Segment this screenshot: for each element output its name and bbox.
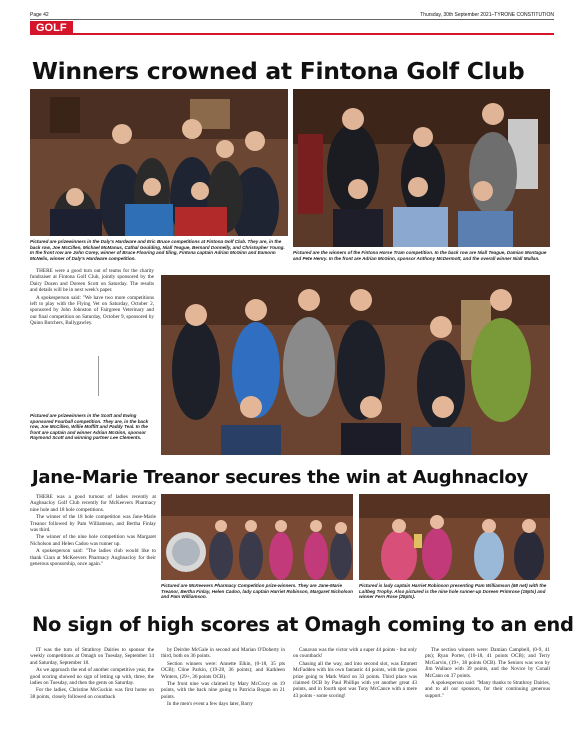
caption-dalys-hardware: Pictured are prizewinners in the Daly's Hardware and Eric Bruce competitions at Fintona Golf Club. They are, in the back row, Joe McCillen, Michael McManus, Cathal Goulding, Niall Teague, Bernard Donnelly, and Christopher Young. In the front row are John Corey, winner of Bruce Flooring and tiling, Fintona captain Adrian McGinn and Eamonn McNelis, winner of Daly's Hardware competition. [30,239,285,261]
article3-paragraph: The front nine was claimed by Mary McCrory on 19 points, with the back nine going to Patricia Bogan on 21 points. [161,681,285,700]
caption-laitbeg: Pictured is lady captain Harriet Robinson presenting Pam Williamson (68 net) with the Laitbeg Trophy. Also pictured is the nine hole runner-up Doreen Primrose (19pts) and winner Fern Rose (25pts). [359,583,547,600]
photo-dalys-hardware-winners [30,89,288,236]
article3-paragraph: IT was the turn of Strathroy Dairies to sponsor the weekly competitions at Omagh on Tuesday, September 14 and Saturday, September 18. [30,647,154,666]
page-masthead [30,12,554,20]
paper-date: Thursday, 30th September 2021–TYRONE CONSTITUTION [420,12,554,18]
article2-headline: Jane-Marie Treanor secures the win at Aughnacloy [32,467,528,488]
column-divider [98,356,99,396]
article3-col3 [293,647,417,700]
caption-mckeevers: Pictured are McKeevers Pharmacy Competition prize-winners. They are Jane-Marie Treanor, Bertha Finlay, Helen Cadoo, lady captain Harriet Robinson, Margaret Nicholson and Pam Williamson. [161,583,353,600]
caption-fourball: Pictured are prizewinners in the Scott and Ewing sponsored Fourball competition. They are, in the back row, Joe McCillen, Willie Moffitt and Paddy Teal. In the front are captain and winner Adrian McGinn, sponsor Raymond Scott and winning partner Lee Clements. [30,413,149,441]
article2-body [30,494,156,568]
article2-paragraph: THERE was a good turnout of ladies recently at Aughnacloy Golf Club recently for McKeevers Pharmacy nine hole and 18 hole competitions. [30,494,156,513]
article1-body [30,268,154,328]
article2-paragraph: The winner of the nine hole competition was Margaret Nicholson and Helen Cadoo was runner up. [30,534,156,547]
article3-paragraph: A spokesperson said: "Many thanks to Strathroy Dairies, and to all our sponsors, for their continuing generous support." [425,680,550,699]
article3-paragraph: The section winners were: Damian Campbell, (0-9, 41 pts); Ryan Porter, (10-18, 41 points OCB); and Terry McGarvin, (19+, 38 points OCB). The Seniors was won by Jim Wallace with 39 points, and the Novice by Conall McCann on 37 points. [425,647,550,679]
article2-paragraph: The winner of the 18 hole competition was Jane-Marie Treanor followed by Pam Williamson, and Bertha Finlay was third. [30,514,156,534]
article3-col2 [161,647,285,709]
article1-headline: Winners crowned at Fintona Golf Club [32,57,525,85]
article3-paragraph: For the ladies, Christine McGuckin was first home on 38 points, closely followed on countback [30,687,154,700]
photo-laitbeg-trophy [359,494,550,580]
article3-paragraph: Canavan was the victor with a super 44 points - but only on countback! [293,647,417,660]
article3-col4 [425,647,550,700]
photo-mckeevers-winners [161,494,353,580]
article3-paragraph: by Deirdre McGale in second and Marian O'Doherty in third, both on 36 points. [161,647,285,660]
article3-paragraph: Chasing all the way, and into second slot, was Emmett McFadden with his own fantastic 44 points, with the gross prize going to Mark Ward on 33 points. Third place was claimed OCB by Paul Phillips with yet another great 43 points, and in fourth spot was Tony McCance with a mere 43 points - some scoring! [293,660,417,699]
section-bar [30,21,554,35]
article3-paragraph: As we approach the end of another competitive year, the good scoring showed no sign of letting up with, three, the ladies on Tuesday, and then the gents on Saturday. [30,667,154,687]
article2-paragraph: A spokesperson said: "The ladies club would like to thank Ciara at McKeevers Pharmacy Aughnacloy for their generous sponsorship, once again." [30,548,156,568]
article3-col1 [30,647,154,701]
page-number: Page 42 [30,12,49,18]
article3-paragraph: Section winners were: Annette Elkin, (0-18, 35 pts OCB); Cline Parkin, (19-28, 36 points); and Kathleen Winters, (29+, 36 points OCB). [161,660,285,680]
section-label: GOLF [30,21,73,35]
photo-fourball-winners [161,275,550,455]
article3-headline: No sign of high scores at Omagh coming to an end [32,613,574,636]
caption-horse-tram: Pictured are the winners of the Fintona Horse Tram competition. In the back row are Niall Teague, Damian Montague and Pete Henry. In the front are Adrian McGinn, sponsor Anthony McDermott, and the overall winner Niall Mullan. [293,250,547,261]
article1-paragraph: A spokesperson said: "We have two more competitions left to play with the Flying Vet on Saturday, October 2, sponsored by John Johnston of Fairgreen Veterinary and our final competition on Saturday, October 9, sponsored by Quinn Butchers, Ballygawley. [30,294,154,327]
photo-horse-tram-winners [293,89,550,247]
article3-paragraph: In the men's event a few days later, Barry [167,701,253,708]
article1-paragraph: THERE were a good turn out of teams for the charity fundraiser at Fintona Golf Club, jointly sponsored by the Dairy Dozen and Doreen Scott on Saturday. The results and details will be in next week's paper. [30,268,154,294]
